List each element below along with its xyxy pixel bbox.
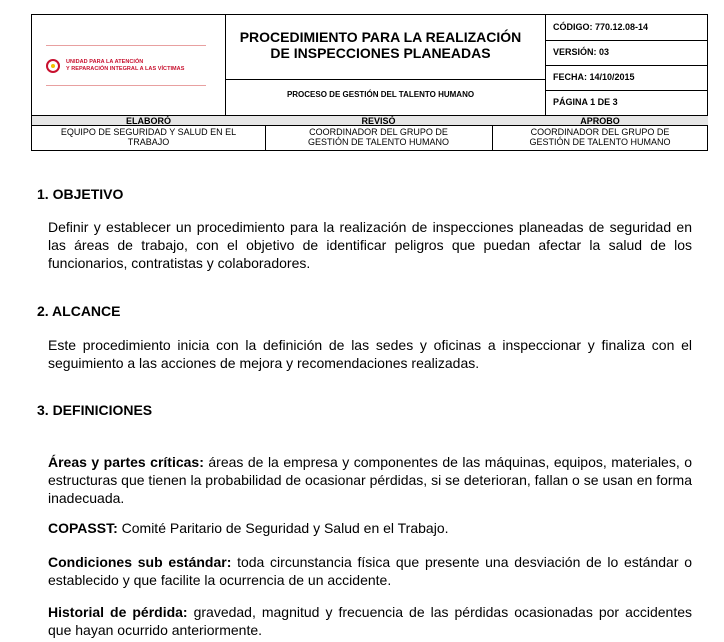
definition-text: áreas de la empresa y componentes de las máquinas, equipos, materiales, o estructuras que tienen la probabilidad de ocasionar pérdidas, si se deterioran, fallan o se usan en forma inadecuada. <box>48 454 693 506</box>
logo-rule <box>46 85 206 86</box>
document-title: PROCEDIMIENTO PARA LA REALIZACIÓN DE INSPECCIONES PLANEADAS <box>239 29 522 61</box>
organization-logo <box>46 55 206 85</box>
definition-text: toda circunstancia física que presente una desviación de lo estándar o establecido y que facilite la ocurrencia de un accidente. <box>48 554 692 588</box>
logo-text: UNIDAD PARA LA ATENCIÓN Y REPARACIÓN INTEGRAL A LAS VÍCTIMAS <box>66 59 185 72</box>
definition-text: gravedad, magnitud y frecuencia de las pérdidas ocasionadas por accidentes que hayan ocurrido anteriormente. <box>48 604 693 638</box>
section-text-alcance: Este procedimiento inicia con la definición de las sedes y oficinas a inspeccionar y finaliza con el seguimiento a las acciones de mejora y recomendaciones realizadas. <box>48 337 692 371</box>
section-title-definiciones: 3. DEFINICIONES <box>37 402 153 418</box>
coat-of-arms-icon <box>46 59 60 73</box>
document-code: CÓDIGO: 770.12.08-14 <box>553 22 649 32</box>
definition-term: Condiciones sub estándar: <box>48 554 232 570</box>
definition-item <box>48 553 692 589</box>
table-divider <box>225 15 226 116</box>
document-header-table <box>31 14 708 151</box>
definition-term: Áreas y partes críticas: <box>48 454 204 470</box>
signoff-reviso-head: REVISÓ <box>361 116 396 126</box>
table-divider <box>545 40 708 41</box>
signoff-aprobo-head: APROBO <box>580 116 620 126</box>
table-divider <box>225 79 545 80</box>
definition-item <box>48 453 692 507</box>
process-name: PROCESO DE GESTIÓN DEL TALENTO HUMANO <box>286 90 475 99</box>
signoff-elaboro-value: EQUIPO DE SEGURIDAD Y SALUD EN EL TRABAJO <box>60 127 237 147</box>
definition-text: Comité Paritario de Seguridad y Salud en el Trabajo. <box>117 520 449 536</box>
signoff-reviso-value: COORDINADOR DEL GRUPO DE GESTIÓN DE TALENTO HUMANO <box>307 127 450 147</box>
section-text-objetivo: Definir y establecer un procedimiento para la realización de inspecciones planeadas de seguridad en las áreas de trabajo, con el objetivo de identificar peligros que puedan afectar la salud de los funcionarios, contratistas y colaboradores. <box>48 219 692 271</box>
definition-term: COPASST: <box>48 520 118 536</box>
section-title-objetivo: 1. OBJETIVO <box>37 186 124 202</box>
definition-item <box>48 519 692 537</box>
signoff-aprobo-value: COORDINADOR DEL GRUPO DE GESTIÓN DE TALENTO HUMANO <box>529 127 671 147</box>
signoff-elaboro-head: ELABORÓ <box>126 116 171 126</box>
logo-rule <box>46 45 206 46</box>
definition-term: Historial de pérdida: <box>48 604 188 620</box>
table-divider <box>545 65 708 66</box>
definition-item <box>48 603 692 639</box>
document-page: PÁGINA 1 DE 3 <box>553 97 618 107</box>
document-version: VERSIÓN: 03 <box>553 47 610 57</box>
table-divider <box>545 90 708 91</box>
section-title-alcance: 2. ALCANCE <box>37 303 121 319</box>
document-date: FECHA: 14/10/2015 <box>553 72 635 82</box>
